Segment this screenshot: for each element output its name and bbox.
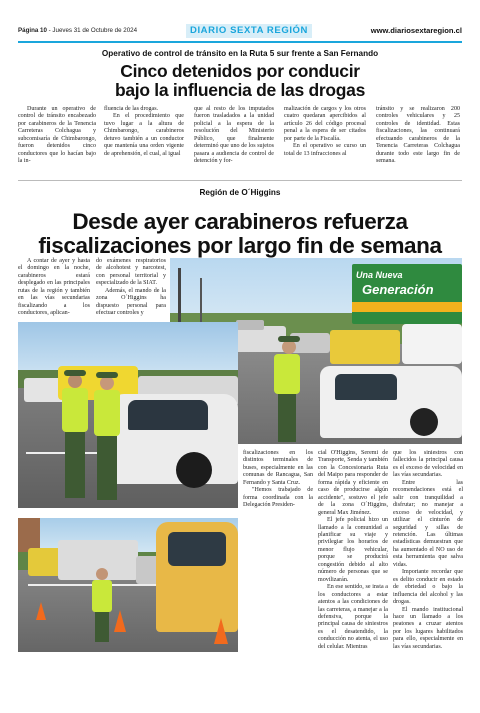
article2-headline: Desde ayer carabineros refuerza fiscalizaciones por largo fin de semana [38, 209, 442, 258]
sign-text-line1: Una Nueva [356, 270, 403, 280]
paragraph: En el procedimiento que tuvo lugar a la altura de Chimbarongo, carabineros detuvo también a un conductor que mantenía una orden vigente de aprehensión, el cual, al igual [104, 113, 184, 157]
paragraph: fiscalizaciones en los distintos terminales de buses, especialmente en las comunas de Rancagua, San Fernando y Santa Cruz. [243, 450, 313, 486]
photo-officers-car [18, 322, 238, 508]
article2-column-b [96, 258, 166, 318]
traffic-cone [36, 602, 46, 620]
page-header [18, 24, 462, 40]
photo-cones-van [18, 518, 238, 652]
article1-column-1 [18, 106, 96, 166]
header-divider [18, 41, 462, 43]
paragraph: Importante recordar que es delito conducir en estado de ebriedad o bajo la influencia del alcohol y las drogas. [393, 569, 463, 606]
article2-column-c [243, 450, 313, 510]
ambulance [402, 324, 462, 364]
article1-column-3 [194, 106, 274, 166]
officer-1-vest [62, 388, 88, 432]
yellow-bus [330, 330, 400, 364]
article-divider [18, 180, 462, 181]
article1-headline: Cinco detenidos por conducir bajo la influencia de las drogas [114, 61, 366, 100]
officer-2-vest [94, 390, 120, 436]
article2-column-a [18, 258, 90, 318]
paragraph: cial O'Higgins, Seremi de Transporte, Senda y también con la Concesionaria Ruta del Maipo para responder de forma rápida y eficiente en caso de producirse algún accidente", sostuvo el jefe de la zona O´Higgins, general Max Jiménez. [318, 450, 388, 516]
paragraph: que al resto de los imputados fueron trasladados a la unidad policial a la espera de la resolución del Ministerio Público, que finalmente determinó que uno de los sujetos pasara a audiencia de control de detención y for- [194, 106, 274, 165]
article1-column-2 [104, 106, 184, 158]
paragraph: En ese sentido, se insta a los conductores a estar atentos a las condiciones de las carreteras, a manejar a la defensiva, porque la principal causa de siniestros es el desatendido, la conducción no atenta, el uso del celular. Mientras [318, 584, 388, 650]
paragraph: fluencia de las drogas. [104, 106, 159, 112]
article2-column-e [393, 450, 463, 651]
article2-kicker: Región de O´Higgins [199, 188, 281, 197]
article2-column-d [318, 450, 388, 651]
paragraph: El jefe policial hizo un llamado a la comunidad a planificar su viaje y privilegiar los horarios de menor flujo vehicular, porque se producirá congestión debido al alto número de personas que se movilizarán. [318, 517, 388, 583]
paragraph: do exámenes respiratorios de alcohotest y narcotest, con personal territorial y especializado de la SIAT. [96, 258, 166, 287]
paragraph: malización de cargos y los otros cuatro quedaran apercibidos al artículo 26 del código procesal penal a la espera de ser citados por parte de la Fiscalía. [284, 106, 366, 142]
paragraph: Entre las recomendaciones está el salir con tranquilidad a disfrutar; no manejar a exceso de velocidad, y utilizar el cinturón de seguridad y sillas de retención. Las últimas estadísticas demuestran que ha aumentado el NO uso de esta herramienta que salva vidas. [393, 479, 463, 568]
paragraph: En el operativo se curso un total de 13 infracciones al [284, 143, 366, 157]
paragraph: Durante un operativo de control de tránsito encabezado por carabineros de la Tenencia Carreteras Colchagua y subcomisaría de Chimbarongo, fueron detenidos cinco conductores que lo hacían bajo la in- [18, 106, 96, 165]
traffic-cone [214, 618, 228, 644]
officer-vest [92, 580, 112, 612]
paragraph: A contar de ayer y hasta el domingo en la noche, carabineros estará desplegado en las principales rutas de la región y también en las vías secundarias fiscalizando a los conductores, aplican- [18, 258, 90, 317]
paragraph: Además, el mando de la zona O´Higgins ha dispuesto personal para efectuar controles y [96, 287, 166, 317]
paragraph: El mando institucional hace un llamado a los peatones a cruzar atentos por los lugares habilitados para ello, especialmente en las vías secundarias. [393, 606, 463, 650]
sign-text-line2: Generación [362, 282, 434, 297]
page-date-line: Página 10 - Jueves 31 de Octubre de 2024 [18, 27, 138, 34]
paragraph: tránsito y se realizaron 200 controles vehiculares y 25 controles de identidad. Estas fiscalizaciones, las continuará efectuando carabineros de la Tenencia Carreteras Colchagua durante todo este largo fin de semana. [376, 106, 460, 165]
website-link[interactable]: www.diariosextaregion.cl [370, 26, 462, 35]
masthead: DIARIO SEXTA REGIÓN [186, 24, 312, 38]
article1-column-4 [284, 106, 366, 158]
officer-head [282, 340, 296, 354]
officer-vest [274, 354, 300, 394]
traffic-cone [114, 610, 126, 632]
paragraph: que los siniestros con fallecidos la principal causa es el exceso de velocidad en las vías secundarias. [393, 450, 463, 479]
article1-kicker: Operativo de control de tránsito en la Ruta 5 sur frente a San Fernando [101, 49, 379, 58]
paragraph: "Hemos trabajado de forma coordinada con la Delegación Presiden- [243, 487, 313, 509]
article1-column-5 [376, 106, 460, 166]
